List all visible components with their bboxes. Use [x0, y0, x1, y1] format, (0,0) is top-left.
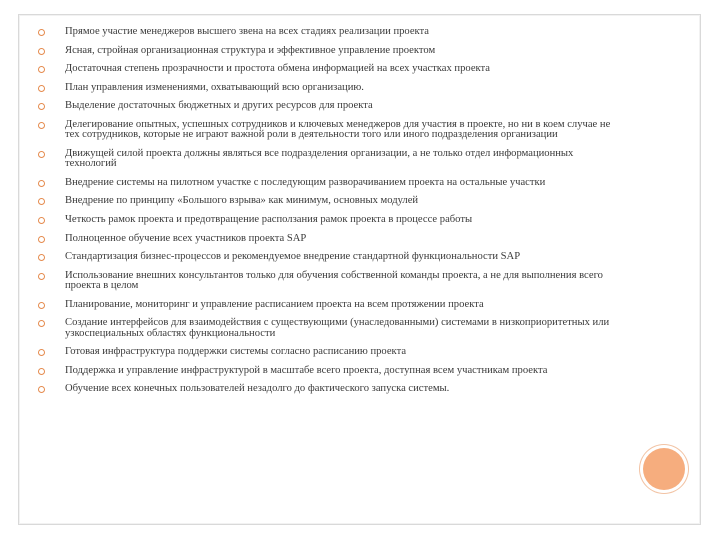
list-item [38, 234, 618, 244]
circle-bullet-icon [38, 302, 45, 309]
circle-bullet-icon [38, 198, 45, 205]
circle-bullet-icon [38, 254, 45, 261]
circle-bullet-icon [38, 151, 45, 158]
circle-bullet-icon [38, 29, 45, 36]
list-item [38, 318, 618, 339]
list-item-text: Готовая инфраструктура поддержки системы согласно расписанию проекта [65, 346, 407, 358]
list-item [38, 300, 618, 310]
list-item-text: Использование внешних консультантов только для обучения собственной команды проекта, а не для выполнения всего проекта в целом [65, 269, 603, 292]
list-item [38, 27, 618, 37]
list-item-text: Ясная, стройная организационная структура и эффективное управление проектом [65, 44, 436, 56]
list-item-text: Полноценное обучение всех участников проекта SAP [65, 232, 307, 244]
list-item-text: План управления изменениями, охватывающий всю организацию. [65, 81, 364, 93]
list-item [38, 101, 618, 111]
list-item [38, 366, 618, 376]
circle-bullet-icon [38, 66, 45, 73]
circle-bullet-icon [38, 48, 45, 55]
list-item-text: Внедрение системы на пилотном участке с последующим разворачиванием проекта на остальные участки [65, 176, 546, 188]
list-item-text: Выделение достаточных бюджетных и других ресурсов для проекта [65, 100, 373, 112]
bullet-list [38, 27, 618, 403]
list-item [38, 252, 618, 262]
circle-bullet-icon [38, 180, 45, 187]
list-item-text: Внедрение по принципу «Большого взрыва» как минимум, основных модулей [65, 195, 419, 207]
list-item-text: Движущей силой проекта должны являться все подразделения организации, а не только отдел информационных технологий [65, 147, 574, 170]
list-item-text: Планирование, мониторинг и управление расписанием проекта на всем протяжении проекта [65, 298, 484, 310]
list-item-text: Обучение всех конечных пользователей незадолго до фактического запуска системы. [65, 383, 450, 395]
circle-bullet-icon [38, 386, 45, 393]
list-item [38, 46, 618, 56]
circle-bullet-icon [38, 217, 45, 224]
list-item-text: Прямое участие менеджеров высшего звена на всех стадиях реализации проекта [65, 26, 430, 37]
list-item [38, 196, 618, 206]
list-item-text: Достаточная степень прозрачности и простота обмена информацией на всех участках проекта [65, 63, 490, 75]
list-item [38, 271, 618, 292]
list-item [38, 215, 618, 225]
decorative-circle-icon [643, 448, 685, 490]
circle-bullet-icon [38, 85, 45, 92]
circle-bullet-icon [38, 273, 45, 280]
circle-bullet-icon [38, 320, 45, 327]
list-item [38, 347, 618, 357]
circle-bullet-icon [38, 236, 45, 243]
list-item-text: Создание интерфейсов для взаимодействия с существующими (унаследованными) системами в низкоприоритетных или узкоспециальных областях функциональности [65, 317, 610, 339]
list-item [38, 384, 618, 394]
circle-bullet-icon [38, 349, 45, 356]
circle-bullet-icon [38, 368, 45, 375]
list-item-text: Четкость рамок проекта и предотвращение расползания рамок проекта в процессе работы [65, 213, 473, 225]
circle-bullet-icon [38, 122, 45, 129]
list-item [38, 178, 618, 188]
list-item-text: Поддержка и управление инфраструктурой в масштабе всего проекта, доступная всем участникам проекта [65, 364, 548, 376]
list-item [38, 120, 618, 141]
list-item [38, 64, 618, 74]
list-item [38, 149, 618, 170]
list-item [38, 83, 618, 93]
circle-bullet-icon [38, 103, 45, 110]
list-item-text: Делегирование опытных, успешных сотрудников и ключевых менеджеров для участия в проекте, но ни в коем случае не тех сотрудников, которые не играют важной роли в деятельности того или иного подразделения организации [65, 118, 611, 141]
list-item-text: Стандартизация бизнес-процессов и рекомендуемое внедрение стандартной функциональности SAP [65, 251, 521, 263]
